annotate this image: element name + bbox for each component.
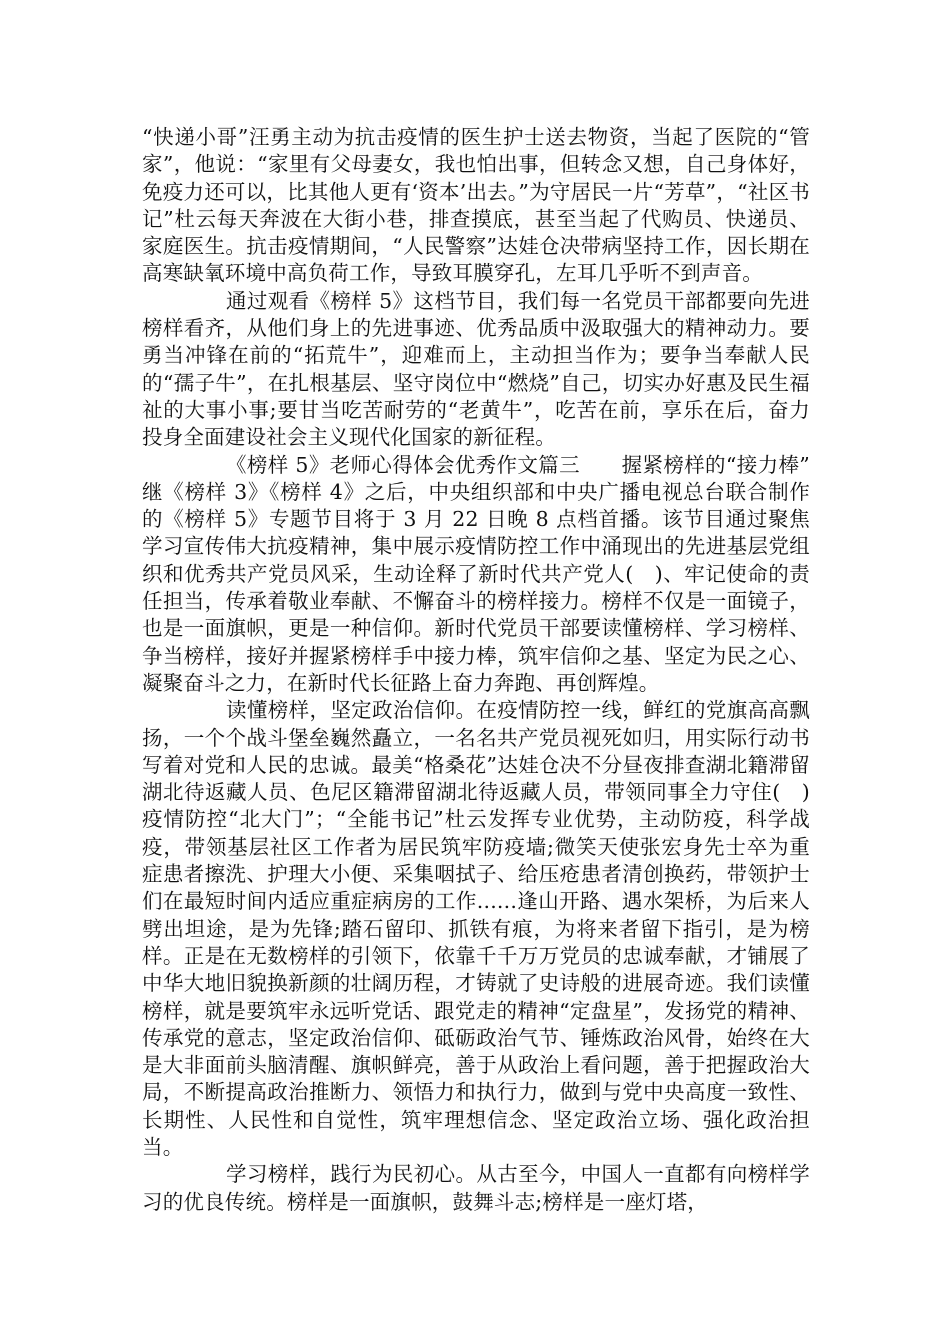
- document-body: [142, 124, 852, 1216]
- paragraph-5: 学习榜样，践行为民初心。从古至今，中国人一直都有向榜样学习的优良传统。榜样是一面旗帜，鼓舞斗志;榜样是一座灯塔，: [142, 1162, 810, 1214]
- paragraph-2: 通过观看《榜样 5》这档节目，我们每一名党员干部都要向先进榜样看齐，从他们身上的先进事迹、优秀品质中汲取强大的精神动力。要勇当冲锋在前的“拓荒牛”，迎难而上，主动担当作为；要争当奉献人民的“孺子牛”，在扎根基层、坚守岗位中“燃烧”自己，切实办好惠及民生福祉的大事小事;要甘当吃苦耐劳的“老黄牛”，吃苦在前，享乐在后，奋力投身全面建设社会主义现代化国家的新征程。: [142, 288, 810, 450]
- paragraph-3: 《榜样 5》老师心得体会优秀作文篇三 握紧榜样的“接力棒” 继《榜样 3》《榜样 4》之后，中央组织部和中央广播电视总台联合制作的《榜样 5》专题节目将于 3 月 22 日晚 8 点档首播。该节目通过聚焦学习宣传伟大抗疫精神，集中展示疫情防控工作中涌现出的先进基层党组织和优秀共产党员风采，生动诠释了新时代共产党人( )、牢记使命的责任担当，传承着敬业奉献、不懈奋斗的榜样接力。榜样不仅是一面镜子，也是一面旗帜，更是一种信仰。新时代党员干部要读懂榜样、学习榜样、争当榜样，接好并握紧榜样手中接力棒，筑牢信仰之基、坚定为民之心、凝聚奋斗之力，在新时代长征路上奋力奔跑、再创辉煌。: [142, 452, 852, 695]
- paragraph-4: 读懂榜样，坚定政治信仰。在疫情防控一线，鲜红的党旗高高飘扬，一个个战斗堡垒巍然矗立，一名名共产党员视死如归，用实际行动书写着对党和人民的忠诚。最美“格桑花”达娃仓决不分昼夜排查湖北籍滞留湖北待返藏人员、色尼区籍滞留湖北待返藏人员，带领同事全力守住( )疫情防控“北大门”；“全能书记”杜云发挥专业优势，主动防疫，科学战疫，带领基层社区工作者为居民筑牢防疫墙;微笑天使张宏身先士卒为重症患者擦洗、护理大小便、采集咽拭子、给压疮患者清创换药，带领护士们在最短时间内适应重症病房的工作......逢山开路、遇水架桥，为后来人劈出坦途，是为先锋;踏石留印、抓铁有痕，为将来者留下指引，是为榜样。正是在无数榜样的引领下，依靠千千万万党员的忠诚奉献，才铺展了中华大地旧貌换新颜的壮阔历程，才铸就了史诗般的进展奇迹。我们读懂榜样，就是要筑牢永远听党话、跟党走的精神“定盘星”，发扬党的精神、传承党的意志，坚定政治信仰、砥砺政治气节、锤炼政治风骨，始终在大是大非面前头脑清醒、旗帜鲜亮，善于从政治上看问题，善于把握政治大局，不断提高政治推断力、领悟力和执行力，做到与党中央高度一致性、长期性、人民性和自觉性，筑牢理想信念、坚定政治立场、强化政治担当。: [142, 698, 810, 1159]
- paragraph-1: “快递小哥”汪勇主动为抗击疫情的医生护士送去物资，当起了医院的“管家”，他说：“家里有父母妻女，我也怕出事，但转念又想，自己身体好，免疫力还可以，比其他人更有‘资本’出去。”为守居民一片“芳草”，“社区书记”杜云每天奔波在大街小巷，排查摸底，甚至当起了代购员、快递员、家庭医生。抗击疫情期间，“人民警察”达娃仓决带病坚持工作，因长期在高寒缺氧环境中高负荷工作，导致耳膜穿孔，左耳几乎听不到声音。: [142, 125, 810, 286]
